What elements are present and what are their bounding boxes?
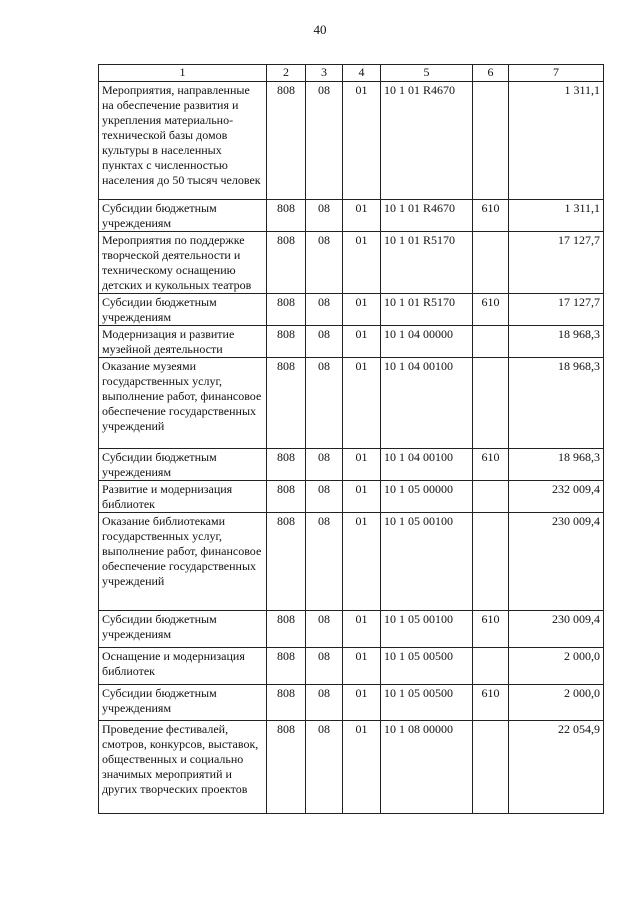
cell-amount: 2 000,0 [509,685,604,721]
column-header: 5 [381,65,473,82]
cell-target-article: 10 1 04 00100 [381,358,473,449]
table-row [99,721,604,814]
cell-amount: 1 311,1 [509,82,604,200]
cell-name: Мероприятия, направленные на обеспечение развития и укрепления материально-технической базы домов культуры в населенных пунктах с численностью населения до 50 тысяч человек [99,82,267,200]
column-header: 4 [343,65,381,82]
cell-expense-type: 610 [473,200,509,232]
cell-expense-type: 610 [473,685,509,721]
column-header: 7 [509,65,604,82]
cell-amount: 2 000,0 [509,648,604,685]
cell-section: 08 [306,82,343,200]
cell-amount: 17 127,7 [509,294,604,326]
table-row [99,685,604,721]
cell-amount: 22 054,9 [509,721,604,814]
cell-subsection: 01 [343,449,381,481]
cell-name: Проведение фестивалей, смотров, конкурсов, выставок, общественных и социально значимых мероприятий и других творческих проектов [99,721,267,814]
cell-name: Субсидии бюджетным учреждениям [99,685,267,721]
cell-name: Оказание библиотеками государственных услуг, выполнение работ, финансовое обеспечение государственных учреждений [99,513,267,611]
cell-expense-type: 610 [473,449,509,481]
table-row [99,232,604,294]
cell-section: 08 [306,721,343,814]
cell-subsection: 01 [343,294,381,326]
cell-grbs: 808 [267,481,306,513]
cell-grbs: 808 [267,648,306,685]
table-header-row [99,65,604,82]
cell-amount: 230 009,4 [509,513,604,611]
cell-name: Оказание музеями государственных услуг, выполнение работ, финансовое обеспечение государственных учреждений [99,358,267,449]
cell-name: Развитие и модернизация библиотек [99,481,267,513]
cell-grbs: 808 [267,326,306,358]
cell-name: Субсидии бюджетным учреждениям [99,611,267,648]
cell-name: Субсидии бюджетным учреждениям [99,294,267,326]
cell-target-article: 10 1 04 00100 [381,449,473,481]
cell-section: 08 [306,481,343,513]
cell-target-article: 10 1 01 R4670 [381,82,473,200]
cell-target-article: 10 1 01 R4670 [381,200,473,232]
column-header: 6 [473,65,509,82]
cell-section: 08 [306,611,343,648]
cell-amount: 232 009,4 [509,481,604,513]
table-body [99,82,604,814]
cell-target-article: 10 1 04 00000 [381,326,473,358]
cell-subsection: 01 [343,685,381,721]
table-row [99,82,604,200]
cell-subsection: 01 [343,611,381,648]
table-row [99,200,604,232]
cell-grbs: 808 [267,82,306,200]
cell-amount: 18 968,3 [509,358,604,449]
cell-grbs: 808 [267,232,306,294]
cell-expense-type [473,648,509,685]
cell-target-article: 10 1 05 00000 [381,481,473,513]
cell-section: 08 [306,685,343,721]
table-row [99,358,604,449]
cell-name: Субсидии бюджетным учреждениям [99,200,267,232]
cell-section: 08 [306,648,343,685]
cell-expense-type [473,326,509,358]
cell-expense-type [473,721,509,814]
column-header: 1 [99,65,267,82]
table-row [99,481,604,513]
cell-subsection: 01 [343,200,381,232]
budget-table [98,64,604,814]
cell-section: 08 [306,294,343,326]
table-row [99,611,604,648]
cell-subsection: 01 [343,481,381,513]
cell-section: 08 [306,200,343,232]
cell-name: Мероприятия по поддержке творческой деятельности и техническому оснащению детских и кукольных театров [99,232,267,294]
cell-subsection: 01 [343,82,381,200]
cell-section: 08 [306,358,343,449]
column-header: 2 [267,65,306,82]
cell-expense-type [473,232,509,294]
cell-amount: 18 968,3 [509,449,604,481]
page-number: 40 [313,22,327,37]
cell-amount: 1 311,1 [509,200,604,232]
cell-target-article: 10 1 01 R5170 [381,294,473,326]
table-row [99,294,604,326]
cell-subsection: 01 [343,358,381,449]
table-row [99,326,604,358]
cell-amount: 17 127,7 [509,232,604,294]
cell-grbs: 808 [267,685,306,721]
cell-amount: 18 968,3 [509,326,604,358]
table-row [99,648,604,685]
cell-section: 08 [306,326,343,358]
cell-expense-type [473,82,509,200]
cell-expense-type: 610 [473,611,509,648]
cell-target-article: 10 1 08 00000 [381,721,473,814]
cell-amount: 230 009,4 [509,611,604,648]
cell-subsection: 01 [343,648,381,685]
cell-subsection: 01 [343,721,381,814]
cell-name: Модернизация и развитие музейной деятельности [99,326,267,358]
cell-name: Оснащение и модернизация библиотек [99,648,267,685]
cell-expense-type [473,481,509,513]
cell-target-article: 10 1 05 00100 [381,513,473,611]
cell-target-article: 10 1 05 00500 [381,648,473,685]
table-row [99,449,604,481]
cell-target-article: 10 1 05 00500 [381,685,473,721]
column-header: 3 [306,65,343,82]
cell-subsection: 01 [343,513,381,611]
cell-target-article: 10 1 01 R5170 [381,232,473,294]
cell-grbs: 808 [267,611,306,648]
cell-expense-type: 610 [473,294,509,326]
cell-expense-type [473,513,509,611]
cell-target-article: 10 1 05 00100 [381,611,473,648]
cell-name: Субсидии бюджетным учреждениям [99,449,267,481]
cell-grbs: 808 [267,721,306,814]
cell-grbs: 808 [267,200,306,232]
cell-expense-type [473,358,509,449]
cell-section: 08 [306,449,343,481]
cell-subsection: 01 [343,232,381,294]
cell-grbs: 808 [267,294,306,326]
cell-grbs: 808 [267,449,306,481]
cell-section: 08 [306,232,343,294]
cell-subsection: 01 [343,326,381,358]
table-row [99,513,604,611]
cell-grbs: 808 [267,513,306,611]
cell-grbs: 808 [267,358,306,449]
cell-section: 08 [306,513,343,611]
